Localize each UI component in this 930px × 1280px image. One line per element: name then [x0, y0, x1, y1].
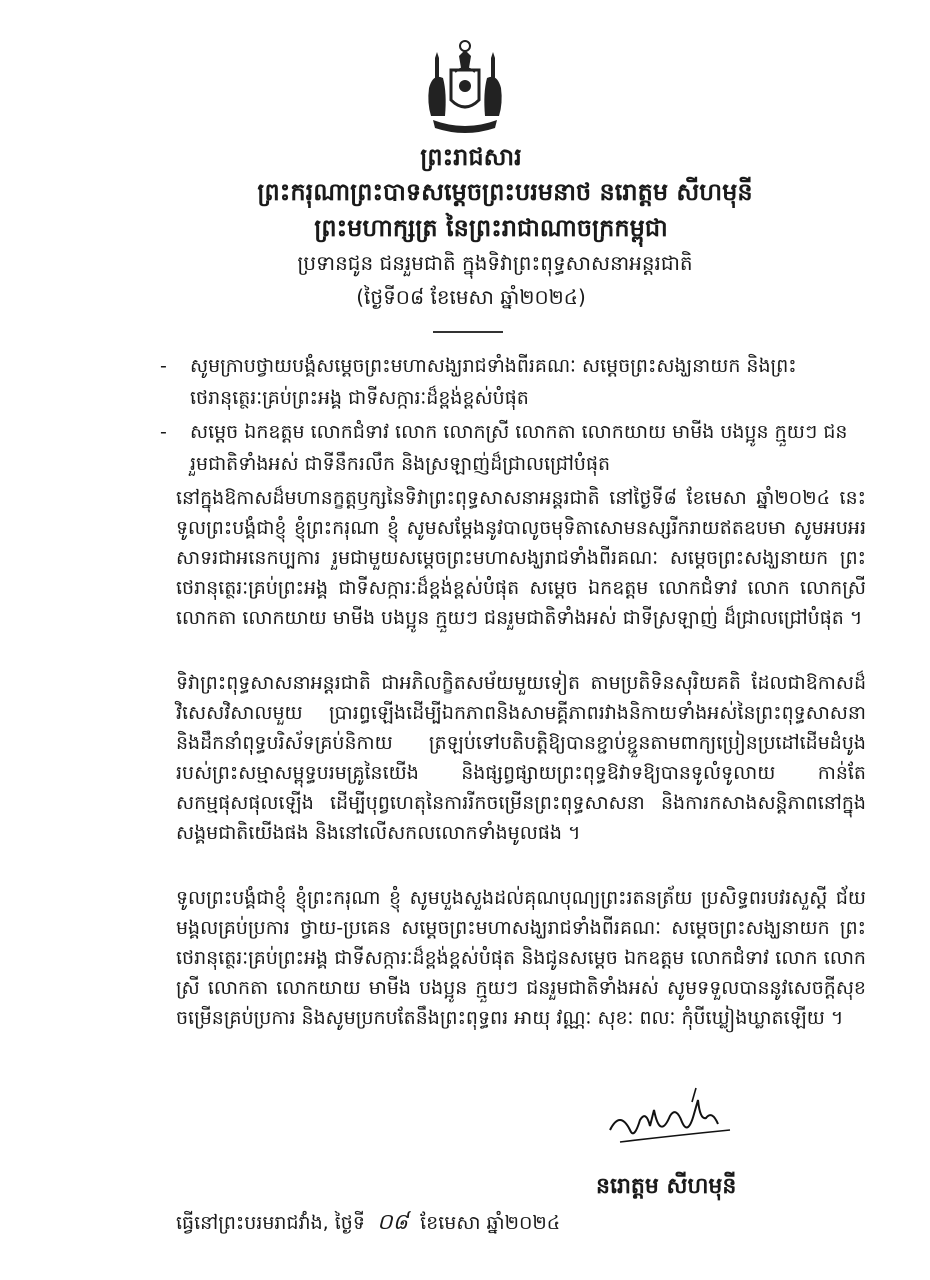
handwritten-day: ០៨	[376, 1210, 409, 1235]
place-date-prefix: ធ្វើនៅព្រះបរមរាជវាំង, ថ្ងៃទី	[176, 1212, 365, 1234]
body-paragraph: នៅក្នុងឱកាសដ៏មហានក្ខត្តឫក្សនៃទិវាព្រះពុទ្ធសាសនាអន្តរជាតិ នៅថ្ងៃទី៨ ខែមេសា ឆ្នាំ២០២៤ នេះ ទូលព្រះបង្គំជាខ្ញុំ ខ្ញុំព្រះករុណា ខ្ញុំ សូមសម្តែងនូវបាលូចមុទិតាសោមនស្សរីករាយឥតឧបមា សូមអបអរសាទរជាអនេកប្បការ រួមជាមួយសម្តេចព្រះមហាសង្ឃរាជទាំងពីរគណៈ សម្តេចព្រះសង្ឃនាយក ព្រះថេរានុត្ថេរៈគ្រប់ព្រះអង្គ ជាទីសក្ការៈដ៏ខ្ពង់ខ្ពស់បំផុត សម្តេច ឯកឧត្តម លោកជំទាវ លោក លោកស្រី លោកតា លោកយាយ មាមីង បងប្អូន ក្មួយៗ ជនរួមជាតិទាំងអស់ ជាទីស្រឡាញ់ ដ៏ជ្រាលជ្រៅបំផុត ។	[176, 487, 866, 629]
body-paragraph: ទូលព្រះបង្គំជាខ្ញុំ ខ្ញុំព្រះករុណា ខ្ញុំ សូមបួងសួងដល់គុណបុណ្យព្រះរតនត្រ័យ ប្រសិទ្ធពរបវរសួស្តី ជ័យមង្គលគ្រប់ប្រការ ថ្វាយ-ប្រគេន សម្តេចព្រះមហាសង្ឃរាជទាំងពីរគណៈ សម្តេចព្រះសង្ឃនាយក ព្រះថេរានុត្ថេរៈគ្រប់ព្រះអង្គ ជាទីសក្ការៈដ៏ខ្ពង់ខ្ពស់បំផុត និងជូនសម្តេច ឯកឧត្តម លោកជំទាវ លោក លោកស្រី លោកតា លោកយាយ មាមីង បងប្អូន ក្មួយៗ ជនរួមជាតិទាំងអស់ សូមទទួលបាននូវសេចក្តីសុខចម្រើនគ្រប់ប្រការ និងសូមប្រកបតែនឹងព្រះពុទ្ធពរ អាយុ វណ្ណៈ សុខៈ ពលៈ កុំបីឃ្លៀងឃ្លាតឡើយ ។	[176, 887, 866, 1029]
signer-name: នរោត្តម សីហមុនី	[596, 1174, 737, 1199]
header-date: (ថ្ងៃទី០៨ ខែមេសា ឆ្នាំ២០២៤)	[356, 285, 586, 309]
greeting-text: សម្តេច ឯកឧត្តម លោកជំទាវ លោក លោកស្រី លោកតា លោកយាយ មាមីង បងប្អូន ក្មួយៗ ជនរួមជាតិទាំងអស់ ជាទីនឹករលឹក និងស្រឡាញ់ដ៏ជ្រាលជ្រៅបំផុត	[190, 421, 848, 475]
greeting-item	[160, 350, 860, 414]
bullet-dash: -	[160, 355, 167, 377]
body-paragraph: ទិវាព្រះពុទ្ធសាសនាអន្តរជាតិ ជាអភិលក្ខិតសម័យមួយទៀត តាមប្រតិទិនសុរិយគតិ ដែលជាឱកាសដ៏វិសេសវិសាលមួយ ប្រារព្ធឡើងដើម្បីឯកភាពនិងសាមគ្គីភាពរវាងនិកាយទាំងអស់នៃព្រះពុទ្ធសាសនា និងដឹកនាំពុទ្ធបរិស័ទគ្រប់និកាយ ត្រឡប់ទៅបតិបត្តិឱ្យបានខ្ជាប់ខ្ជួនតាមពាក្យប្រៀនប្រដៅដើមដំបូងរបស់ព្រះសម្មាសម្ពុទ្ធបរមគ្រូនៃយើង និងផ្សព្វផ្សាយព្រះពុទ្ធឱវាទឱ្យបានទូលំទូលាយ កាន់តែសកម្មផុសផុលឡើង ដើម្បីបុព្វហេតុនៃការរីកចម្រើនព្រះពុទ្ធសាសនា និងការកសាងសន្តិភាពនៅក្នុងសង្គមជាតិយើងផង និងនៅលើសកលលោកទាំងមូលផង ។	[176, 672, 866, 844]
greeting-item	[160, 416, 860, 480]
sender-role: ព្រះមហាក្សត្រ នៃព្រះរាជាណាចក្រកម្ពុជា	[314, 214, 668, 242]
recipient-line: ប្រទានជូន ជនរួមជាតិ ក្នុងទិវាព្រះពុទ្ធសាសនាអន្តរជាតិ	[297, 251, 693, 275]
document-title: ព្រះរាជសារ	[420, 143, 522, 171]
title-block	[0, 140, 930, 314]
place-date-line	[176, 1208, 560, 1240]
sender-title: ព្រះករុណាព្រះបាទសម្តេចព្រះបរមនាថ នរោត្តម សីហមុនី	[257, 178, 753, 206]
greetings-list	[160, 350, 860, 482]
greeting-text: សូមក្រាបថ្វាយបង្គំសម្តេចព្រះមហាសង្ឃរាជទាំងពីរគណៈ សម្តេចព្រះសង្ឃនាយក និងព្រះថេរានុត្ថេរៈគ្រប់ព្រះអង្គ ជាទីសក្ការៈដ៏ខ្ពង់ខ្ពស់បំផុត	[190, 355, 797, 409]
royal-coat-of-arms-icon	[415, 38, 515, 138]
handwritten-signature	[600, 1080, 740, 1150]
place-date-suffix: ខែមេសា ឆ្នាំ២០២៤	[420, 1212, 561, 1234]
bullet-dash: -	[160, 421, 167, 443]
title-divider	[433, 331, 503, 333]
